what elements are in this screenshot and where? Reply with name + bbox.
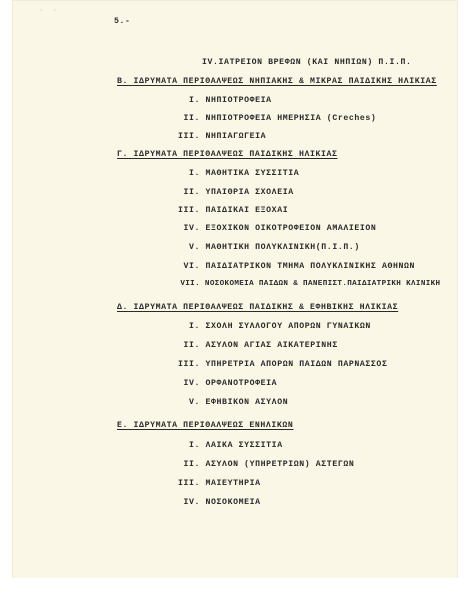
- list-item: [178, 341, 338, 350]
- item-text: ΜΑΙΕΥΤΗΡΙΑ: [205, 479, 261, 488]
- section-g-heading: [117, 150, 338, 159]
- document-page: [12, 0, 458, 600]
- item-text: ΥΠΗΡΕΤΡΙΑ ΑΠΟΡΩΝ ΠΑΙΔΩΝ ΠΑΡΝΑΣΣΟΣ: [205, 360, 388, 369]
- item-text: ΟΡΦΑΝΟΤΡΟΦΕΙΑ: [205, 379, 278, 388]
- item-text: ΝΗΠΙΟΤΡΟΦΕΙΑ: [205, 96, 272, 105]
- item-number: IV.: [183, 224, 200, 233]
- item-text: ΠΑΙΔΙΚΑΙ ΕΞΟΧΑΙ: [205, 206, 289, 215]
- list-item: [178, 243, 360, 252]
- item-text: ΠΑΙΔΙΑΤΡΙΚΟΝ ΤΜΗΜΑ ΠΟΛΥΚΛΙΝΙΚΗΣ ΑΘΗΝΩΝ: [205, 262, 416, 271]
- item-number: II.: [183, 114, 200, 123]
- list-item: [178, 379, 277, 388]
- item-number: III.: [178, 479, 201, 488]
- item-number: I.: [188, 322, 200, 331]
- item-number: VI.: [183, 262, 200, 271]
- list-item: [178, 224, 376, 233]
- item-text: ΕΞΟΧΙΚΟΝ ΟΙΚΟΤΡΟΦΕΙΟΝ ΑΜΑΛΙΕΙΟΝ: [205, 224, 377, 233]
- page-heading: IV.ΙΑΤΡΕΙΟΝ ΒΡΕΦΩΝ (ΚΑΙ ΝΗΠΙΩΝ) Π.Ι.Π.: [202, 58, 412, 67]
- section-title: ΙΔΡΥΜΑΤΑ ΠΕΡΙΘΑΛΨΕΩΣ ΠΑΙΔΙΚΗΣ ΗΛΙΚΙΑΣ: [133, 150, 338, 159]
- item-text: ΝΗΠΙΑΓΩΓΕΙΑ: [205, 132, 267, 141]
- item-number: V.: [188, 243, 200, 252]
- section-letter: Ε.: [117, 421, 129, 430]
- list-item: [172, 280, 440, 288]
- item-text: ΑΣΥΛΟΝ (ΥΠΗΡΕΤΡΙΩΝ) ΑΣΤΕΓΩΝ: [205, 460, 355, 469]
- list-item: [178, 262, 415, 271]
- item-number: III.: [178, 132, 201, 141]
- section-e-heading: [117, 421, 293, 430]
- page-number: 5.-: [114, 17, 131, 26]
- item-number: I.: [188, 96, 200, 105]
- item-number: III.: [178, 360, 201, 369]
- list-item: [178, 498, 261, 507]
- item-number: I.: [188, 169, 200, 178]
- item-text: ΕΦΗΒΙΚΟΝ ΑΣΥΛΟΝ: [205, 398, 289, 407]
- item-number: V.: [188, 398, 200, 407]
- page-bottom-margin: [12, 578, 458, 600]
- item-text: ΑΣΥΛΟΝ ΑΓΙΑΣ ΑΙΚΑΤΕΡΙΝΗΣ: [205, 341, 338, 350]
- item-text: ΥΠΑΙΘΡΙΑ ΣΧΟΛΕΙΑ: [205, 188, 294, 197]
- list-item: [178, 460, 354, 469]
- item-text: ΜΑΘΗΤΙΚΑ ΣΥΣΣΙΤΙΑ: [205, 169, 300, 178]
- section-letter: Γ.: [117, 150, 129, 159]
- item-number: VII.: [180, 280, 200, 288]
- item-text: ΝΟΣΟΚΟΜΕΙΑ: [205, 498, 261, 507]
- item-number: II.: [183, 188, 200, 197]
- item-text: ΜΑΘΗΤΙΚΗ ΠΟΛΥΚΛΙΝΙΚΗ(Π.Ι.Π.): [205, 243, 360, 252]
- list-item: [178, 114, 376, 123]
- section-letter: Β.: [117, 77, 129, 86]
- list-item: [178, 479, 261, 488]
- item-number: I.: [188, 441, 200, 450]
- list-item: [178, 322, 371, 331]
- list-item: [178, 96, 272, 105]
- list-item: [178, 132, 266, 141]
- section-d-heading: [117, 303, 398, 312]
- item-number: IV.: [183, 498, 200, 507]
- item-number: II.: [183, 341, 200, 350]
- section-b-heading: [117, 77, 437, 86]
- list-item: [178, 398, 288, 407]
- list-item: [178, 206, 288, 215]
- item-number: IV.: [183, 379, 200, 388]
- item-text: ΛΑΙΚΑ ΣΥΣΣΙΤΙΑ: [205, 441, 283, 450]
- item-text: ΝΗΠΙΟΤΡΟΦΕΙΑ ΗΜΕΡΗΣΙΑ (Creches): [205, 114, 377, 123]
- item-number: II.: [183, 460, 200, 469]
- item-text: ΝΟΣΟΚΟΜΕΙΑ ΠΑΙΔΩΝ & ΠΑΝΕΠΙΣΤ.ΠΑΙΔΙΑΤΡΙΚΗ ΚΛΙΝΙΚΗ: [204, 280, 441, 288]
- section-letter: Δ.: [117, 303, 129, 312]
- section-title: ΙΔΡΥΜΑΤΑ ΠΕΡΙΘΑΛΨΕΩΣ ΠΑΙΔΙΚΗΣ & ΕΦΗΒΙΚΗΣ ΗΛΙΚΙΑΣ: [133, 303, 399, 312]
- list-item: [178, 169, 299, 178]
- list-item: [178, 441, 283, 450]
- list-item: [178, 188, 294, 197]
- section-title: ΙΔΡΥΜΑΤΑ ΠΕΡΙΘΑΛΨΕΩΣ ΕΝΗΛΙΚΩΝ: [133, 421, 294, 430]
- item-text: ΣΧΟΛΗ ΣΥΛΛΟΓΟΥ ΑΠΟΡΩΝ ΓΥΝΑΙΚΩΝ: [205, 322, 371, 331]
- section-title: ΙΔΡΥΜΑΤΑ ΠΕΡΙΘΑΛΨΕΩΣ ΝΗΠΙΑΚΗΣ & ΜΙΚΡΑΣ ΠΑΙΔΙΚΗΣ ΗΛΙΚΙΑΣ: [133, 77, 437, 86]
- list-item: [178, 360, 387, 369]
- item-number: III.: [178, 206, 201, 215]
- margin-stain: ˙ ˙: [38, 10, 60, 21]
